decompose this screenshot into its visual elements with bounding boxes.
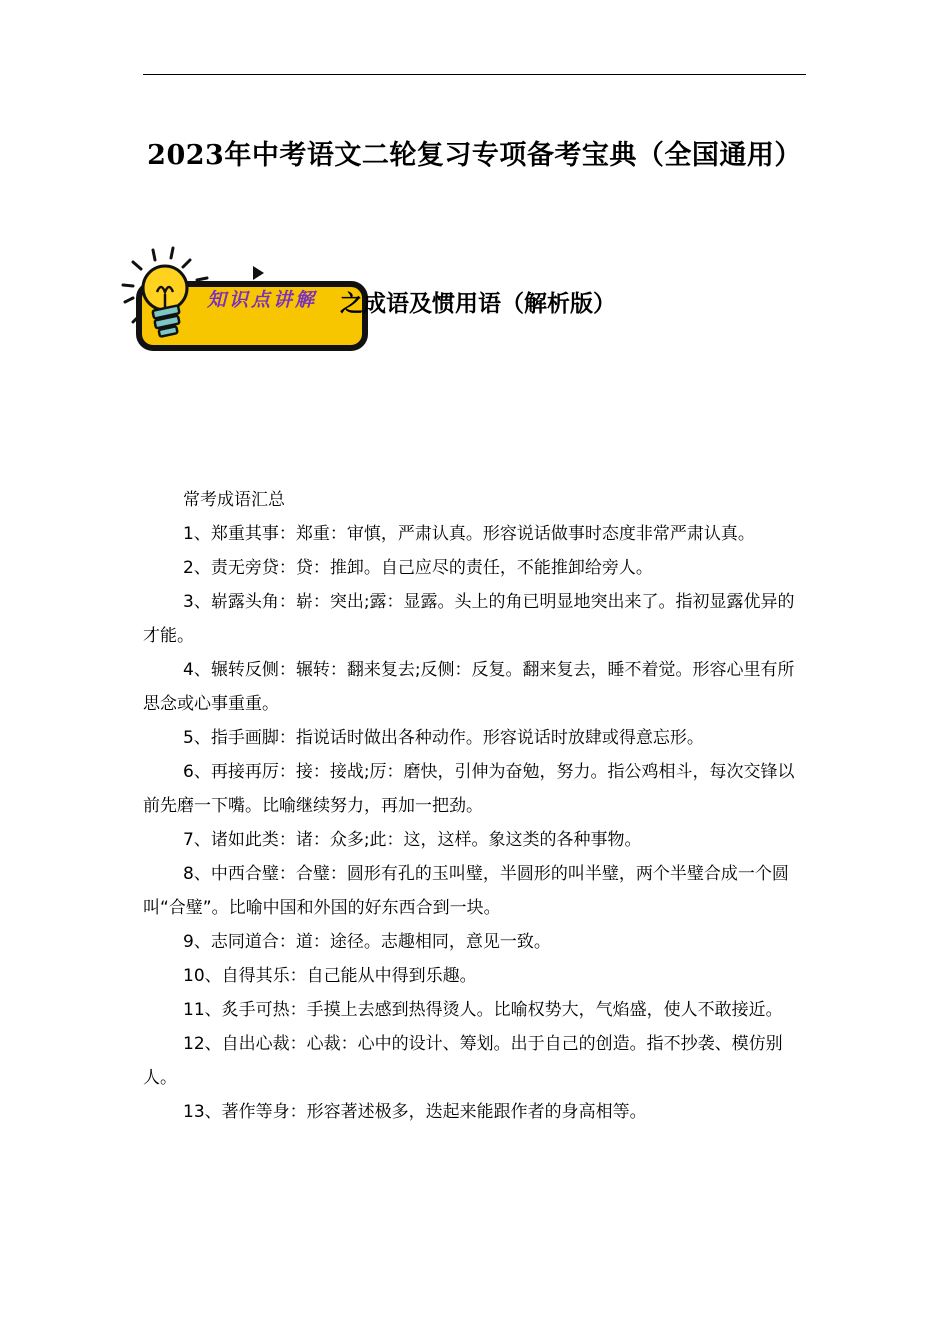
list-item: 11、炙手可热：手摸上去感到热得烫人。比喻权势大，气焰盛，使人不敢接近。 [183, 1000, 783, 1020]
list-item: 4、辗转反侧：辗转：翻来复去;反侧：反复。翻来复去，睡不着觉。形容心里有所思念或心事重重。 [143, 660, 795, 714]
document-body [143, 483, 806, 1129]
list-item: 9、志同道合：道：途径。志趣相同，意见一致。 [183, 932, 551, 952]
list-item: 3、崭露头角：崭：突出;露：显露。头上的角已明显地突出来了。指初显露优异的才能。 [143, 592, 795, 646]
document-subtitle: 之成语及惯用语（解析版） [340, 290, 616, 317]
knowledge-badge [115, 240, 375, 360]
list-item: 1、郑重其事：郑重：审慎，严肃认真。形容说话做事时态度非常严肃认真。 [183, 524, 755, 544]
list-item: 2、责无旁贷：贷：推卸。自己应尽的责任，不能推卸给旁人。 [183, 558, 653, 578]
list-item: 8、中西合璧：合璧：圆形有孔的玉叫璧，半圆形的叫半璧，两个半璧合成一个圆叫“合璧”。比喻中国和外国的好东西合到一块。 [143, 864, 789, 918]
list-item: 13、著作等身：形容著述极多，迭起来能跟作者的身高相等。 [183, 1102, 647, 1122]
document-title: 2023年中考语文二轮复习专项备考宝典（全国通用） [147, 140, 802, 171]
list-item: 5、指手画脚：指说话时做出各种动作。形容说话时放肆或得意忘形。 [183, 728, 704, 748]
header-rule [143, 74, 806, 75]
list-item: 7、诸如此类：诸：众多;此：这，这样。象这类的各种事物。 [183, 830, 642, 850]
list-item: 12、自出心裁：心裁：心中的设计、筹划。出于自己的创造。指不抄袭、模仿别人。 [143, 1034, 783, 1088]
section-heading: 常考成语汇总 [183, 490, 285, 510]
list-item: 6、再接再厉：接：接战;厉：磨快，引伸为奋勉，努力。指公鸡相斗，每次交锋以前先磨一下嘴。比喻继续努力，再加一把劲。 [143, 762, 795, 816]
badge-label: 知识点讲解 [207, 289, 318, 311]
list-item: 10、自得其乐：自己能从中得到乐趣。 [183, 966, 477, 986]
